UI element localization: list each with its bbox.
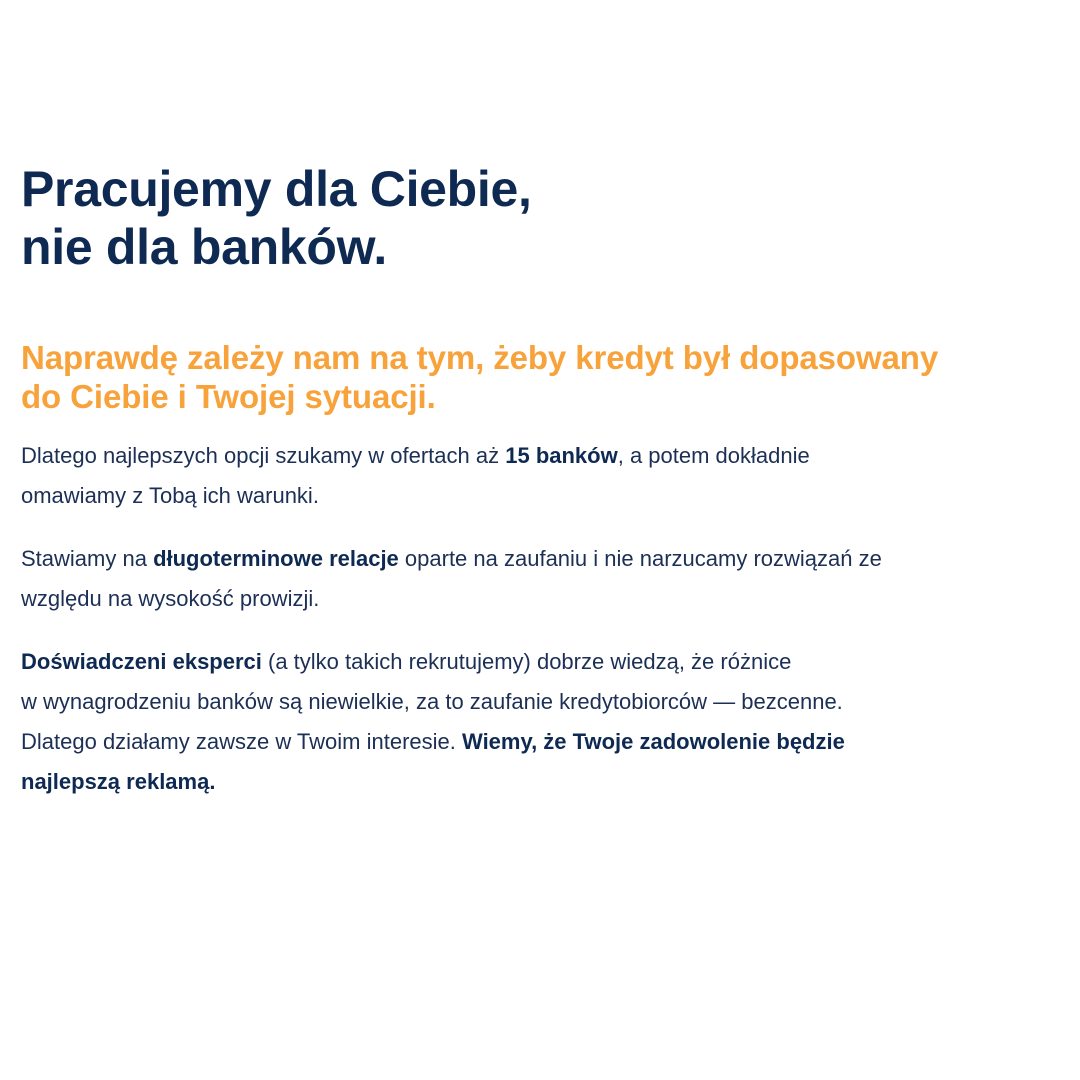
paragraph-experts-line-2: w wynagrodzeniu banków są niewielkie, za to zaufanie kredytobiorców — bezcenne. (21, 689, 843, 714)
paragraph-banks-line-1 (21, 436, 1040, 476)
paragraph-relations-line-1 (21, 539, 1040, 579)
text-segment: , a potem dokładnie (617, 443, 810, 468)
paragraph-banks-line-2: omawiamy z Tobą ich warunki. (21, 483, 319, 508)
paragraph-banks (21, 436, 1040, 516)
paragraph-relations (21, 539, 1040, 619)
bold-long-term-relations: długoterminowe relacje (153, 546, 399, 571)
subtitle (21, 338, 1040, 416)
paragraph-experts-line-1 (21, 642, 1040, 682)
text-segment: oparte na zaufaniu i nie narzucamy rozwiązań ze (398, 546, 882, 571)
page-title-line-1: Pracujemy dla Ciebie, (21, 161, 532, 217)
text-segment: Stawiamy na (21, 546, 154, 571)
subtitle-line-2: do Ciebie i Twojej sytuacji. (21, 378, 436, 415)
bold-satisfaction-claim: Wiemy, że Twoje zadowolenie będzie (462, 729, 845, 754)
paragraph-relations-line-2: względu na wysokość prowizji. (21, 586, 320, 611)
paragraph-experts-line-4 (21, 762, 1040, 802)
text-segment: Dlatego najlepszych opcji szukamy w ofertach aż (21, 443, 506, 468)
bold-experienced-experts: Doświadczeni eksperci (21, 649, 262, 674)
subtitle-line-1: Naprawdę zależy nam na tym, żeby kredyt był dopasowany (21, 339, 939, 376)
page-title-line-2: nie dla banków. (21, 219, 387, 275)
bold-best-advertisement: najlepszą reklamą. (21, 769, 216, 794)
text-segment: Dlatego działamy zawsze w Twoim interesie. (21, 729, 462, 754)
paragraph-experts-line-3 (21, 722, 1040, 762)
text-segment: (a tylko takich rekrutujemy) dobrze wiedzą, że różnice (261, 649, 792, 674)
paragraph-experts (21, 642, 1040, 802)
page-title (21, 160, 1040, 276)
bold-banks-count: 15 banków (505, 443, 618, 468)
